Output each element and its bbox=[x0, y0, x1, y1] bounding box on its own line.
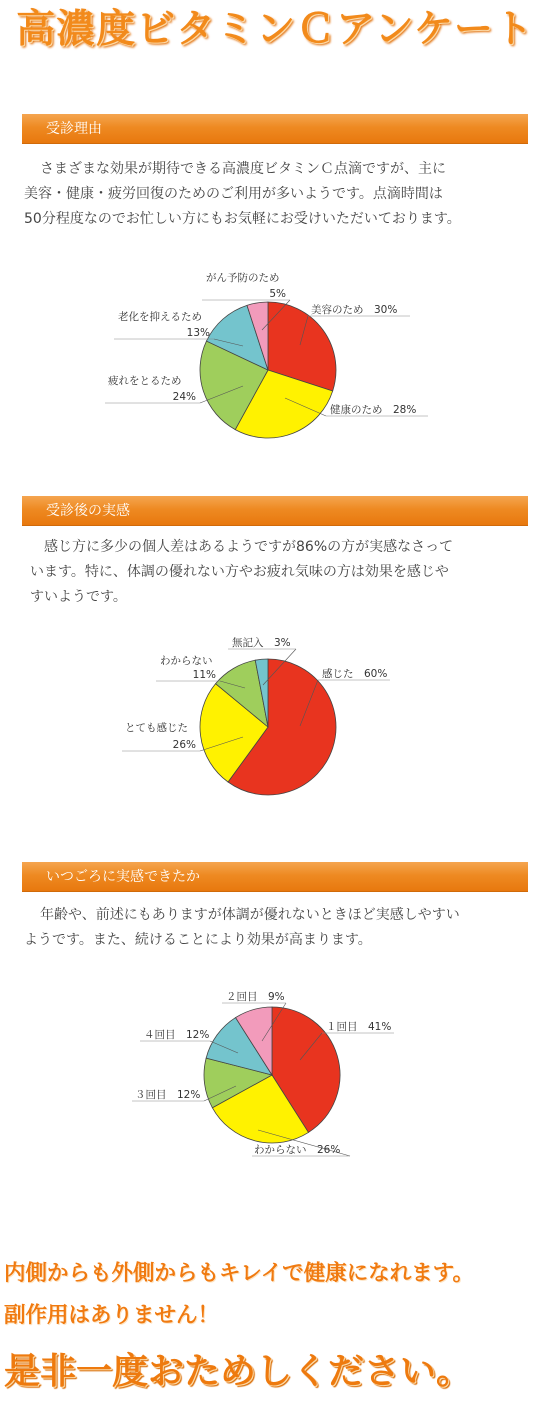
section-header-feeling bbox=[22, 496, 528, 526]
section-text-feeling bbox=[24, 535, 530, 610]
text-line: います。特に、体調の優れない方やお疲れ気味の方は効果を感じや bbox=[30, 564, 449, 580]
text-line: 年齢や、前述にもありますが体調が優れないときほど実感しやすい bbox=[40, 907, 460, 923]
slice-label: ２回目 9% bbox=[226, 991, 285, 1003]
pie-chart bbox=[132, 991, 394, 1156]
text-line: ようです。また、続けることにより効果が高まります。 bbox=[24, 932, 372, 948]
slice-value-label: 13% bbox=[186, 327, 210, 339]
slice-label: ３回目 12% bbox=[135, 1089, 201, 1101]
section-text-timing bbox=[24, 903, 530, 953]
slice-label: 美容のため 30% bbox=[311, 304, 398, 316]
slice-label: わからない 26% bbox=[254, 1144, 341, 1156]
section-heading: 受診理由 bbox=[46, 121, 102, 137]
section-heading: いつごろに実感できたか bbox=[46, 869, 200, 885]
closing-line-1: 内側からも外側からもキレイで健康になれます。 bbox=[4, 1261, 474, 1286]
pie-chart bbox=[122, 636, 390, 795]
slice-label: 健康のため 28% bbox=[330, 404, 417, 416]
slice-label: 無記入 3% bbox=[232, 637, 291, 649]
text-line: 美容・健康・疲労回復のためのご利用が多いようです。点滴時間は bbox=[24, 186, 443, 202]
slice-label: ４回目 12% bbox=[144, 1029, 210, 1041]
section-heading: 受診後の実感 bbox=[46, 503, 130, 519]
text-line: すいようです。 bbox=[30, 589, 127, 605]
closing-line-2: 副作用はありません！ bbox=[4, 1303, 220, 1328]
text-line: 感じ方に多少の個人差はあるようですが86%の方が実感なさって bbox=[44, 539, 454, 555]
section-header-timing bbox=[22, 862, 528, 892]
text-line: 50分程度なのでお忙しい方にもお気軽にお受けいただいております。 bbox=[24, 211, 461, 227]
slice-label: 感じた 60% bbox=[322, 668, 388, 680]
slice-value-label: 24% bbox=[172, 391, 196, 403]
slice-label: 疲れをとるため bbox=[108, 375, 182, 387]
text-line: さまざまな効果が期待できる高濃度ビタミンＣ点滴ですが、主に bbox=[40, 161, 446, 177]
slice-label: １回目 41% bbox=[326, 1021, 392, 1033]
slice-value-label: 26% bbox=[172, 739, 196, 751]
pie-chart bbox=[105, 272, 428, 438]
page-title: 高濃度ビタミンＣアンケート bbox=[16, 7, 534, 52]
slice-value-label: 11% bbox=[192, 669, 216, 681]
slice-label: とても感じた bbox=[125, 722, 188, 734]
closing-line-3: 是非一度おためしください。 bbox=[4, 1351, 473, 1392]
slice-label: わからない bbox=[160, 655, 213, 667]
slice-label: がん予防のため bbox=[206, 272, 280, 284]
slice-label: 老化を抑えるため bbox=[118, 311, 202, 323]
slice-value-label: 5% bbox=[269, 288, 286, 300]
